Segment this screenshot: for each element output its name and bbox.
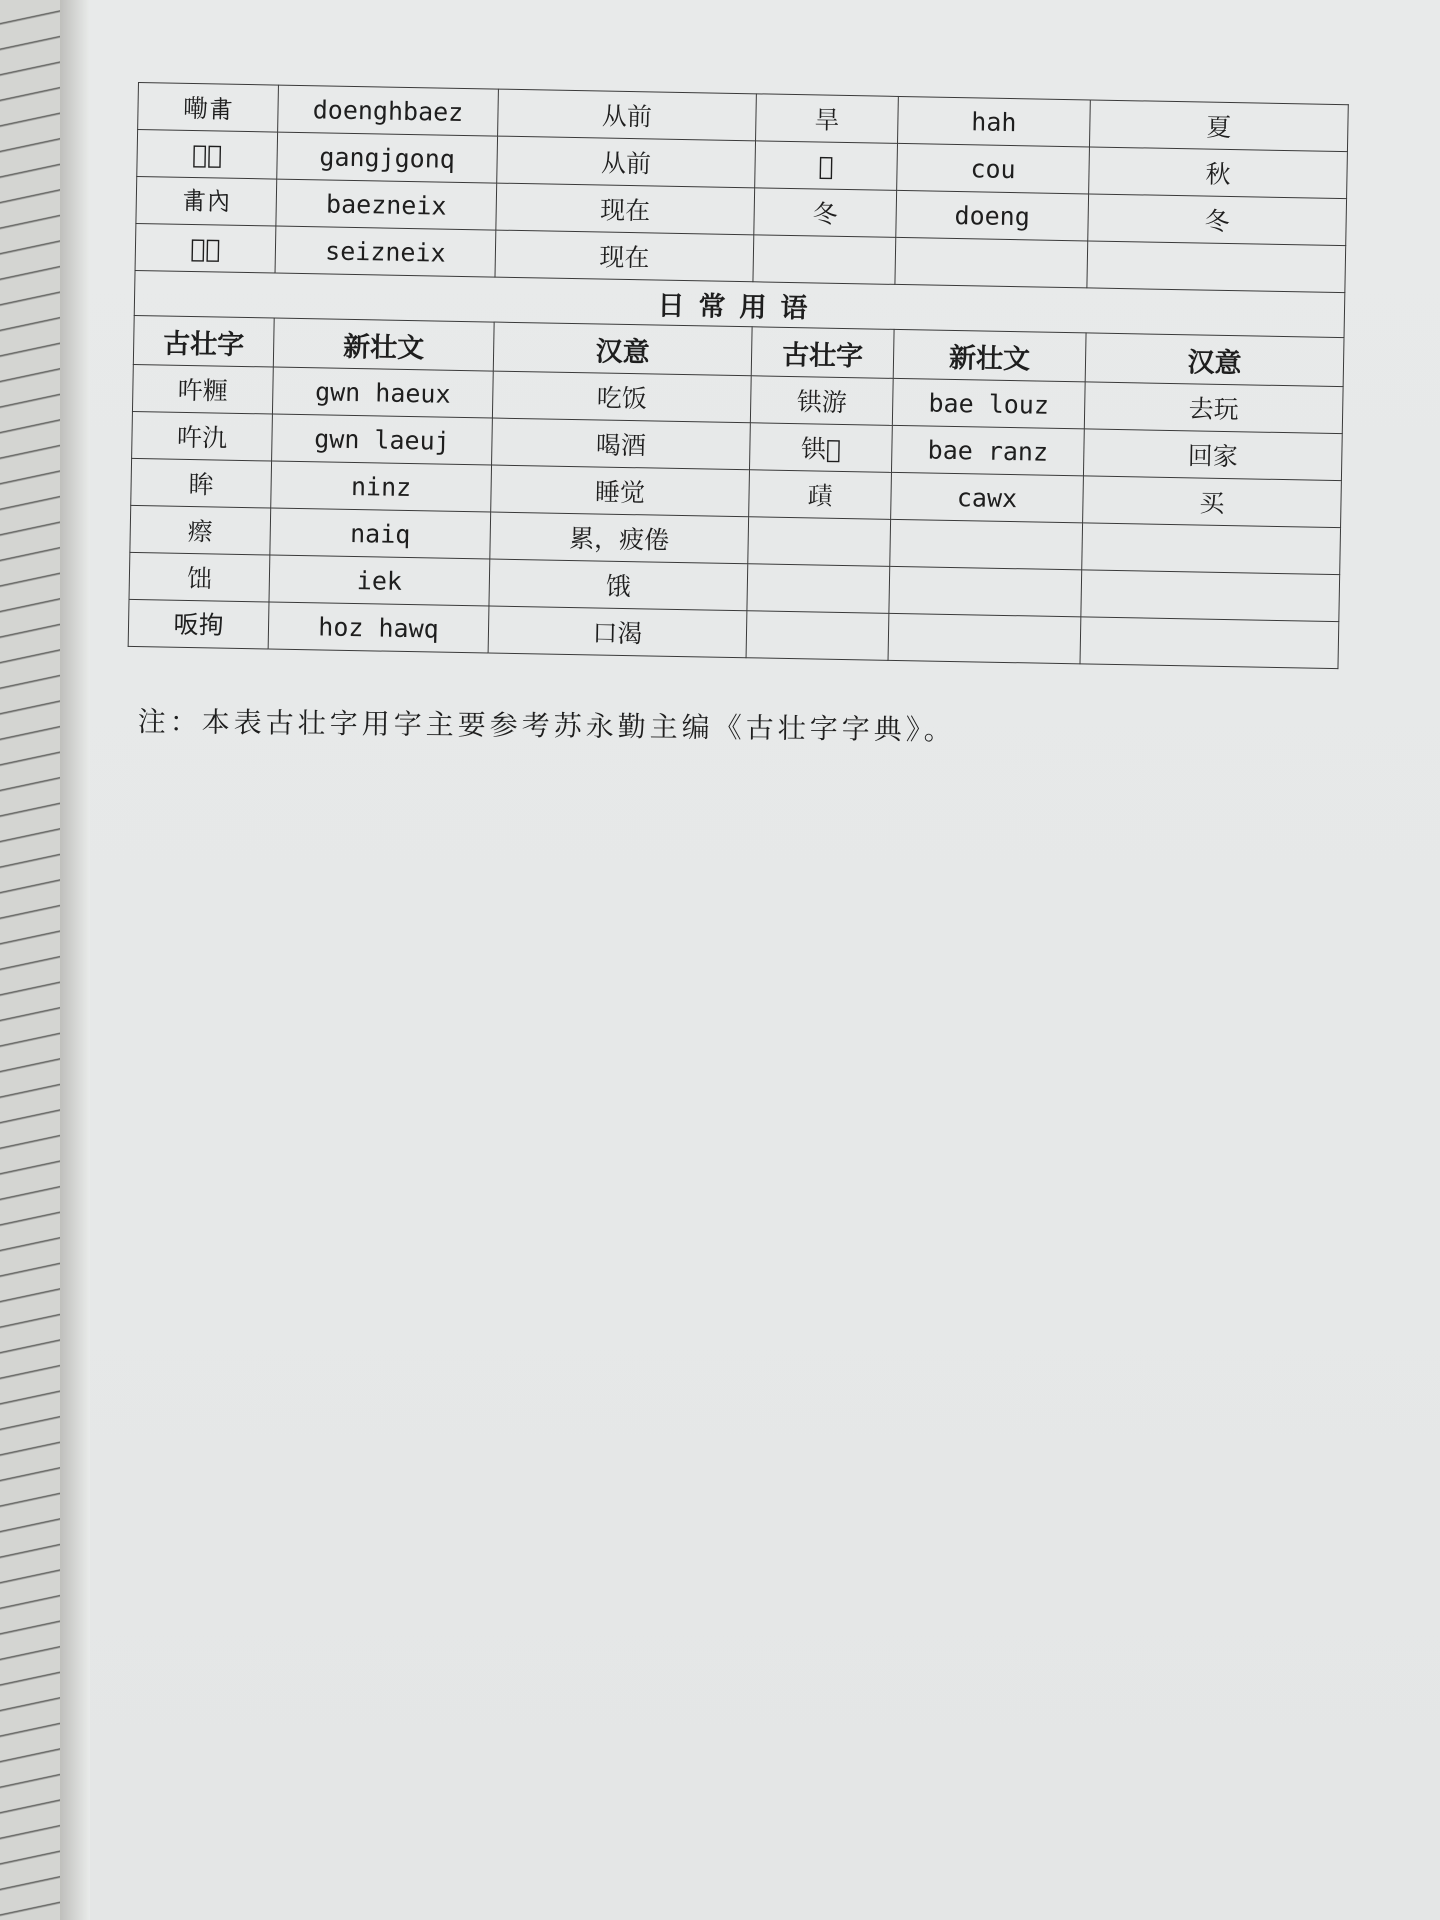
chinese-meaning-cell: 从前	[498, 89, 757, 141]
old-zhuang-cell	[747, 564, 890, 614]
vocabulary-table	[128, 82, 1348, 669]
column-header: 古壮字	[133, 315, 274, 367]
column-header: 新壮文	[273, 318, 494, 371]
old-zhuang-cell: 𧶷	[749, 470, 892, 520]
chinese-meaning-cell: 累，疲倦	[490, 512, 749, 564]
chinese-meaning-cell: 去玩	[1084, 382, 1343, 434]
section-title: 日常用语	[134, 270, 1345, 337]
chinese-meaning-cell: 回家	[1083, 429, 1342, 481]
column-header: 新壮文	[893, 329, 1086, 382]
old-zhuang-cell	[748, 517, 891, 567]
new-zhuang-cell: hoz hawq	[268, 602, 489, 653]
old-zhuang-cell: 吘糎	[132, 364, 273, 414]
old-zhuang-cell: 眸	[131, 458, 272, 508]
new-zhuang-cell: gangjgonq	[277, 132, 498, 183]
old-zhuang-cell: 吘氿	[132, 411, 273, 461]
chinese-meaning-cell: 饿	[489, 559, 748, 611]
old-zhuang-cell: 𡟏	[755, 141, 898, 191]
new-zhuang-cell: iek	[269, 555, 490, 606]
chinese-meaning-cell	[1081, 570, 1340, 622]
new-zhuang-cell: baezneix	[276, 179, 497, 230]
new-zhuang-cell: ninz	[271, 461, 492, 512]
chinese-meaning-cell: 喝酒	[492, 418, 751, 470]
old-zhuang-cell: 冬	[754, 188, 897, 238]
column-header: 汉意	[493, 322, 752, 376]
old-zhuang-cell: 瘵	[130, 505, 271, 555]
chinese-meaning-cell: 现在	[496, 183, 755, 235]
old-zhuang-cell: 𠲤𫗍	[137, 130, 278, 180]
old-zhuang-cell: 𬎾内	[136, 176, 277, 226]
chinese-meaning-cell	[1080, 617, 1339, 669]
new-zhuang-cell	[888, 613, 1081, 664]
chinese-meaning-cell: 买	[1083, 476, 1342, 528]
table-footnote: 注：本表古壮字用字主要参考苏永勤主编《古壮字字典》。	[137, 704, 956, 747]
old-zhuang-cell: 嘞𬎾	[138, 83, 279, 133]
new-zhuang-cell: hah	[898, 96, 1091, 147]
column-header: 古壮字	[751, 327, 894, 379]
chinese-meaning-cell: 睡觉	[491, 465, 750, 517]
old-zhuang-cell: 饳	[129, 552, 270, 602]
new-zhuang-cell	[889, 566, 1082, 617]
new-zhuang-cell: bae ranz	[891, 425, 1084, 476]
new-zhuang-cell: seizneix	[275, 226, 496, 277]
old-zhuang-cell: 旱	[756, 94, 899, 144]
book-gutter-shadow	[60, 0, 90, 1920]
new-zhuang-cell: cawx	[891, 472, 1084, 523]
new-zhuang-cell	[895, 237, 1088, 288]
chinese-meaning-cell: 秋	[1089, 147, 1348, 199]
chinese-meaning-cell: 吃饭	[492, 371, 751, 423]
new-zhuang-cell: gwn laeuj	[272, 414, 493, 465]
new-zhuang-cell: gwn haeux	[272, 367, 493, 418]
new-zhuang-cell: cou	[897, 143, 1090, 194]
old-zhuang-cell: 𬖂内	[135, 223, 276, 273]
column-header: 汉意	[1085, 333, 1344, 387]
chinese-meaning-cell: 从前	[497, 136, 756, 188]
old-zhuang-cell: 𠯘㧦	[128, 599, 269, 649]
old-zhuang-cell: 𫟹游	[750, 376, 893, 426]
new-zhuang-cell: doeng	[896, 190, 1089, 241]
chinese-meaning-cell: 口渴	[488, 606, 747, 658]
old-zhuang-cell	[753, 235, 896, 285]
chinese-meaning-cell: 夏	[1089, 100, 1348, 152]
old-zhuang-cell	[746, 611, 889, 661]
old-zhuang-cell: 𫟹𡧲	[749, 423, 892, 473]
new-zhuang-cell: bae louz	[892, 378, 1085, 429]
new-zhuang-cell: naiq	[270, 508, 491, 559]
book-page-edges	[0, 0, 60, 1920]
chinese-meaning-cell	[1087, 241, 1346, 293]
new-zhuang-cell: doenghbaez	[278, 85, 499, 136]
chinese-meaning-cell: 现在	[495, 230, 754, 282]
chinese-meaning-cell: 冬	[1088, 194, 1347, 246]
chinese-meaning-cell	[1082, 523, 1341, 575]
new-zhuang-cell	[890, 519, 1083, 570]
